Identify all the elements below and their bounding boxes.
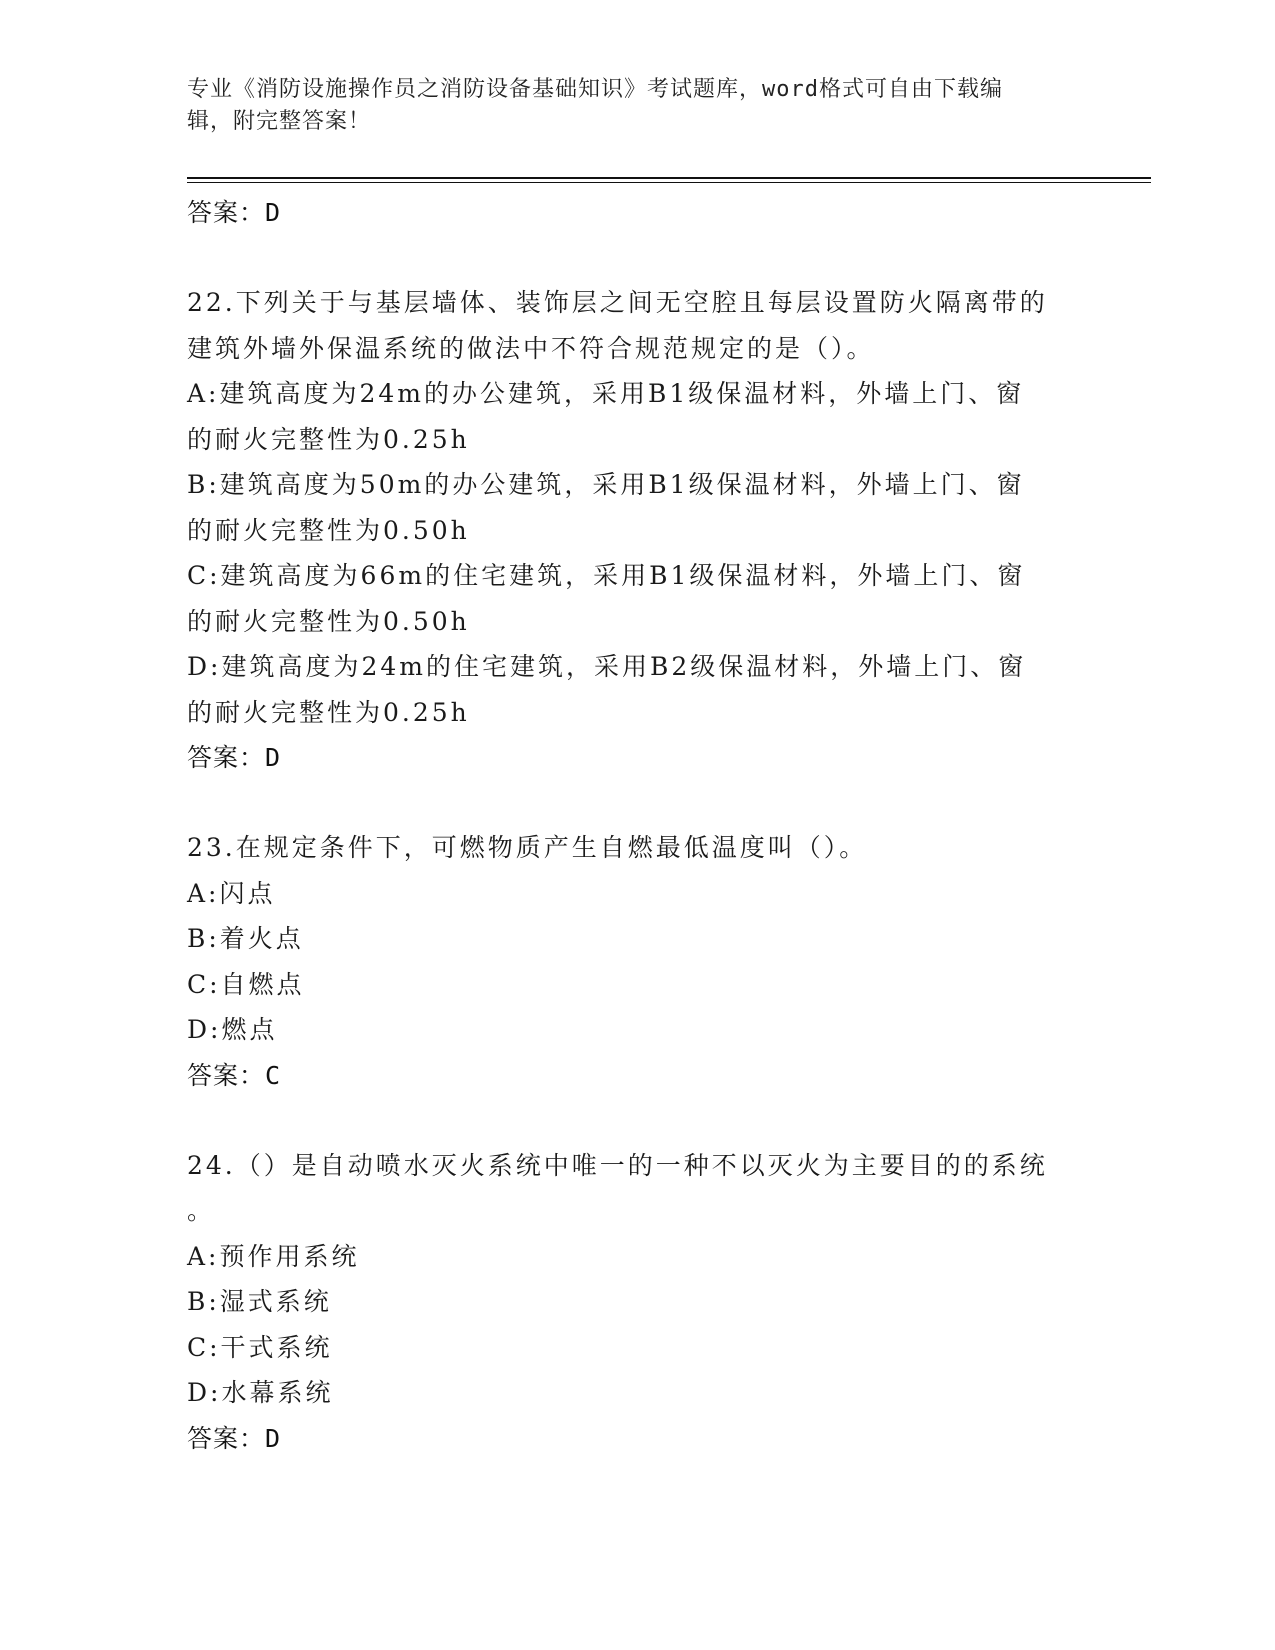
question-stem: 22.下列关于与基层墙体、装饰层之间无空腔且每层设置防火隔离带的 xyxy=(187,288,1048,317)
page-header xyxy=(187,74,1067,138)
question-stem-continued: 。 xyxy=(187,1196,216,1225)
option-a: A:预作用系统 xyxy=(187,1241,360,1271)
option-b-continued: 的耐火完整性为0.50h xyxy=(187,515,470,545)
question-24 xyxy=(187,1143,1087,1461)
header-line-2: 辑，附完整答案！ xyxy=(187,109,372,134)
answer-line: 答案：C xyxy=(187,1060,282,1090)
answer-line: 答案：D xyxy=(187,1423,282,1453)
question-list xyxy=(187,190,1087,1461)
question-23 xyxy=(187,825,1087,1098)
option-a: A:闪点 xyxy=(187,878,276,908)
option-b: B:湿式系统 xyxy=(187,1287,332,1316)
answer-line: 答案：D xyxy=(187,198,282,227)
question-stem: 23.在规定条件下，可燃物质产生自燃最低温度叫（）。 xyxy=(187,833,868,862)
spacer xyxy=(187,780,1087,825)
option-a: A:建筑高度为24m的办公建筑，采用B1级保温材料，外墙上门、窗 xyxy=(187,379,1025,408)
option-d: D:建筑高度为24m的住宅建筑，采用B2级保温材料，外墙上门、窗 xyxy=(187,652,1027,681)
option-b: B:建筑高度为50m的办公建筑，采用B1级保温材料，外墙上门、窗 xyxy=(187,470,1025,499)
option-d: D:水幕系统 xyxy=(187,1378,334,1407)
question-stem-continued: 建筑外墙外保温系统的做法中不符合规范规定的是（）。 xyxy=(187,333,875,363)
option-b: B:着火点 xyxy=(187,924,304,953)
spacer xyxy=(187,1098,1087,1143)
option-c: C:干式系统 xyxy=(187,1332,333,1362)
header-divider-thin xyxy=(187,182,1151,183)
option-d-continued: 的耐火完整性为0.25h xyxy=(187,697,470,727)
question-22 xyxy=(187,280,1087,780)
option-a-continued: 的耐火完整性为0.25h xyxy=(187,424,470,454)
option-c-continued: 的耐火完整性为0.50h xyxy=(187,606,470,636)
question-stem: 24.（）是自动喷水灭火系统中唯一的一种不以灭火为主要目的的系统 xyxy=(187,1150,1048,1180)
header-divider-thick xyxy=(187,177,1151,179)
answer-line: 答案：D xyxy=(187,743,282,772)
option-c: C:自燃点 xyxy=(187,969,305,999)
option-c: C:建筑高度为66m的住宅建筑，采用B1级保温材料，外墙上门、窗 xyxy=(187,561,1026,590)
header-line-1: 专业《消防设施操作员之消防设备基础知识》考试题库，word格式可自由下载编 xyxy=(187,77,1003,102)
option-d: D:燃点 xyxy=(187,1015,278,1044)
spacer xyxy=(187,235,1087,280)
